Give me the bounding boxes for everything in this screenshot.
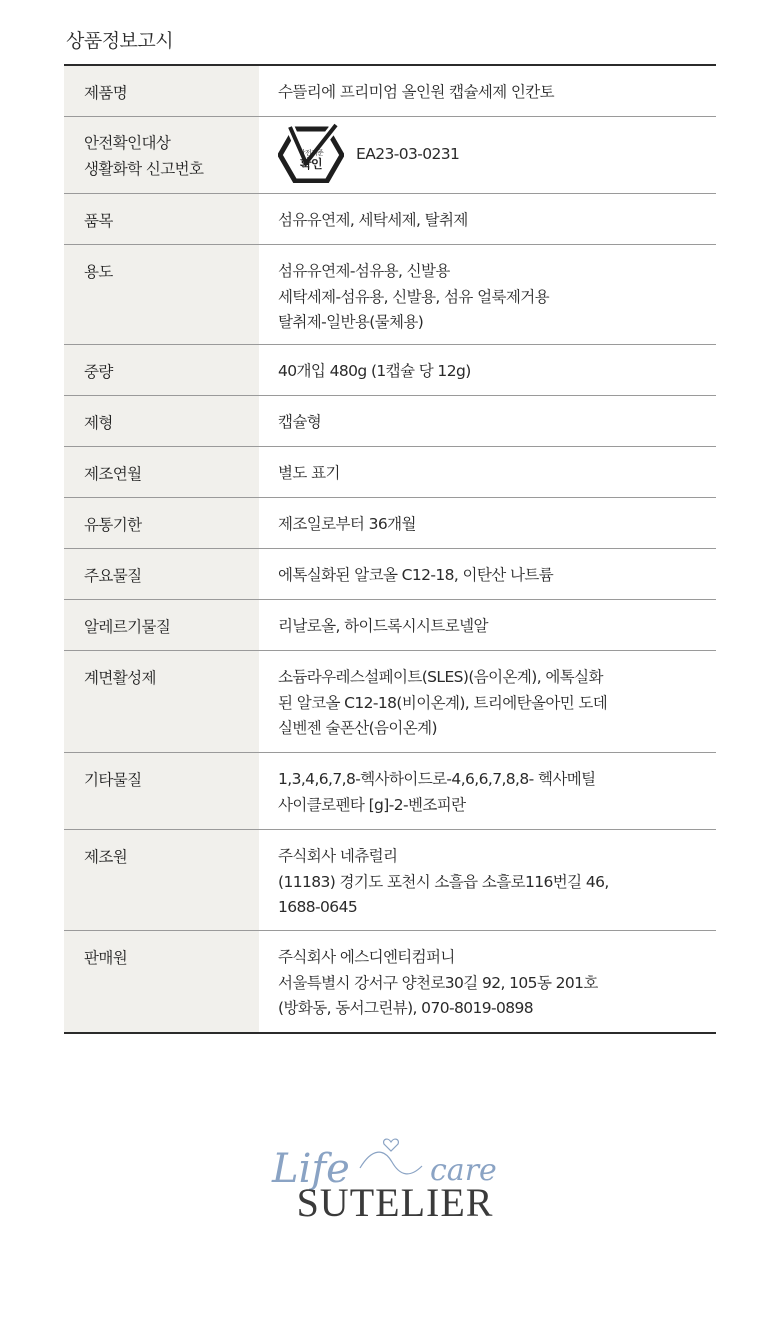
row-label: 안전확인대상 생활화학 신고번호 [64,117,259,193]
table-row [64,194,716,245]
logo-script-care: care [430,1153,497,1188]
row-label: 제조원 [64,830,259,930]
row-label: 알레르기물질 [64,600,259,650]
table-row [64,600,716,651]
row-label: 계면활성제 [64,651,259,752]
table-row [64,396,716,447]
logo-script-life: Life [272,1146,350,1192]
table-row [64,245,716,345]
row-value: 별도 표기 [278,464,340,482]
row-value: 소듐라우레스설페이트(SLES)(음이온계), 에톡실화 된 알코올 C12-18(비이온계), 트리에탄올아민 도데 실벤젠 술폰산(음이온계) [278,668,608,737]
page-title: 상품정보고시 [66,30,174,52]
table-row [64,447,716,498]
safety-certification-icon [278,123,344,183]
row-label: 제형 [64,396,259,446]
row-value: 제조일로부터 36개월 [278,515,416,533]
heart-icon [384,1139,399,1151]
sutelier-logo [260,1120,530,1230]
row-label: 중량 [64,345,259,395]
table-row [64,66,716,117]
row-label: 제조연월 [64,447,259,497]
row-value: 주식회사 네츄럴리 (11183) 경기도 포천시 소흘읍 소흘로116번길 46, 1688-0645 [278,847,609,916]
table-row [64,651,716,753]
logo-wordmark: SUTELIER [296,1180,494,1225]
row-value: 섬유유연제, 세탁세제, 탈취제 [278,211,468,229]
table-row [64,498,716,549]
product-info-table [64,64,716,1034]
row-value: 리날로올, 하이드록시시트로넬알 [278,617,488,635]
table-row [64,931,716,1032]
row-label: 유통기한 [64,498,259,548]
row-value: 40개입 480g (1캡슐 당 12g) [278,362,471,380]
row-value: 1,3,4,6,7,8-헥사하이드로-4,6,6,7,8,8- 헥사메틸 사이클로펜타 [g]-2-벤조피란 [278,770,596,814]
svg-text:확인: 확인 [300,157,322,171]
table-row [64,549,716,600]
table-row [64,753,716,830]
row-value: 에톡실화된 알코올 C12-18, 이탄산 나트륨 [278,566,554,584]
row-label: 주요물질 [64,549,259,599]
table-row [64,117,716,194]
row-value: 주식회사 에스디엔티컴퍼니 서울특별시 강서구 양천로30길 92, 105동 201호 (방화동, 동서그린뷰), 070-8019-0898 [278,948,598,1017]
row-label: 제품명 [64,66,259,116]
row-label: 기타물질 [64,753,259,829]
svg-text:안전기준: 안전기준 [298,149,324,157]
row-label: 용도 [64,245,259,344]
row-value: 안전기준 확인 EA23-03-0231 [259,117,716,193]
row-value: 수뜰리에 프리미엄 올인원 캡슐세제 인칸토 [278,83,555,101]
row-value: 섬유유연제-섬유용, 신발용 세탁세제-섬유용, 신발용, 섬유 얼룩제거용 탈취제-일반용(물체용) [278,262,549,331]
table-row [64,345,716,396]
row-value: 캡슐형 [278,413,322,431]
table-row [64,830,716,931]
row-label: 판매원 [64,931,259,1032]
row-label: 품목 [64,194,259,244]
